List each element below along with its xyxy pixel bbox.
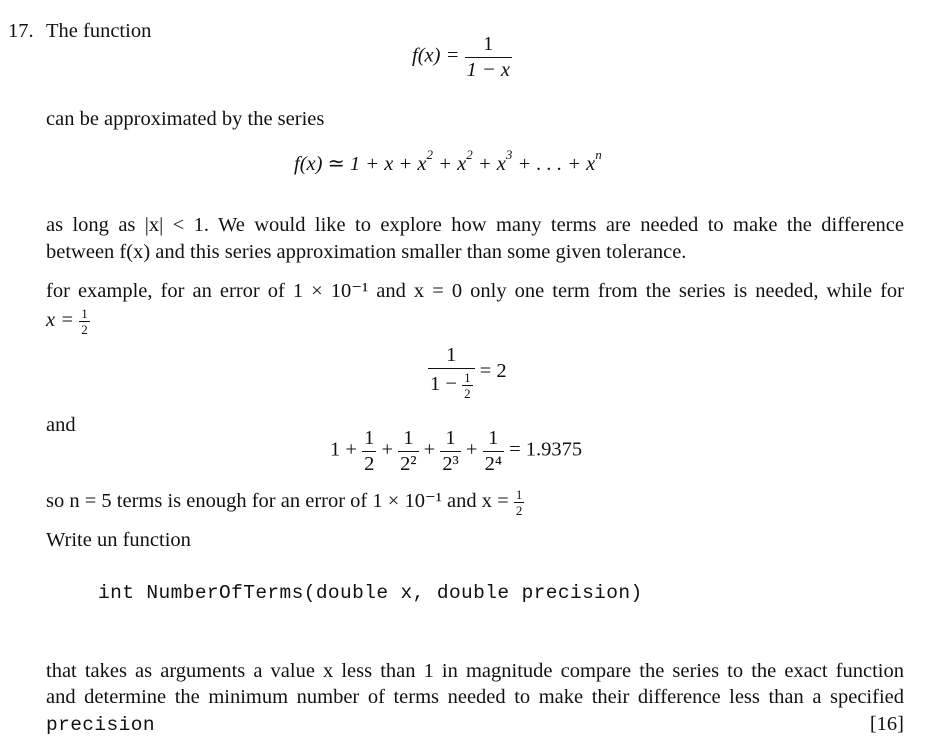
task-line-2: and determine the minimum number of terms needed to make their difference less than a specified <box>46 686 904 708</box>
sum-term-4 <box>483 428 504 474</box>
exact-numerator: 1 <box>428 345 475 369</box>
inner-numerator: 1 <box>464 369 471 385</box>
sum-term-1-den: 2 <box>364 452 375 475</box>
equation-partial-sum <box>330 428 582 474</box>
half-fraction <box>79 307 90 336</box>
series-equation <box>294 147 602 178</box>
series-term-b: + x <box>472 153 506 175</box>
series-power-3: 3 <box>505 147 513 163</box>
sum-term-3-den: 2³ <box>442 452 459 475</box>
half-denominator: 2 <box>81 322 88 337</box>
series-power-1: 2 <box>426 147 433 163</box>
equation-exact <box>428 345 507 400</box>
example-x-label: x = <box>46 309 75 332</box>
sum-term-2-num: 1 <box>398 428 418 452</box>
exact-result: = 2 <box>479 359 507 382</box>
sum-term-1-num: 1 <box>362 428 376 452</box>
sum-term-3-num: 1 <box>440 428 460 452</box>
series-term-a: + x <box>433 153 467 175</box>
condition-line-2: between f(x) and this series approximation smaller than some given tolerance. <box>46 241 687 263</box>
plus-sign: + <box>423 438 436 461</box>
exact-denominator <box>428 369 475 400</box>
conclusion-text: so n = 5 terms is enough for an error of 1 × 10⁻¹ and x = <box>46 490 509 513</box>
inner-denominator: 2 <box>464 385 471 401</box>
precision-code: precision <box>46 714 155 736</box>
plus-sign: + <box>381 438 393 461</box>
task-line-3 <box>46 712 904 738</box>
sum-term-4-num: 1 <box>483 428 504 452</box>
and-label: and <box>46 414 76 436</box>
exact-fraction <box>428 345 475 400</box>
definition-fraction <box>465 34 512 80</box>
intro-text: The function <box>46 20 152 42</box>
series-lhs: f(x) ≃ 1 + x + x <box>294 153 427 175</box>
example-x-value <box>46 307 90 336</box>
fx-label: f(x) = <box>412 44 460 67</box>
exact-denominator-lead: 1 − <box>430 372 457 395</box>
definition-numerator: 1 <box>465 34 512 58</box>
sum-term-4-den: 2⁴ <box>484 452 502 475</box>
question-number: 17. <box>8 20 34 42</box>
conclusion-half <box>514 488 525 517</box>
series-power-n: n <box>595 147 602 163</box>
function-signature: int NumberOfTerms(double x, double precision) <box>98 582 643 604</box>
series-term-c: + . . . + x <box>512 153 596 175</box>
approx-intro: can be approximated by the series <box>46 108 325 130</box>
sum-term-2-den: 2² <box>400 452 417 475</box>
sum-term-2 <box>398 428 418 474</box>
definition-denominator: 1 − x <box>466 58 510 81</box>
sum-lead: 1 + <box>330 438 357 461</box>
half-numerator: 1 <box>81 306 88 321</box>
condition-line-1: as long as |x| < 1. We would like to explore how many terms are needed to make the difference <box>46 214 904 236</box>
conclusion-half-num: 1 <box>515 487 523 502</box>
function-definition <box>412 34 512 80</box>
write-instruction: Write un function <box>46 529 191 551</box>
marks: [16] <box>869 713 904 735</box>
conclusion-line <box>46 488 524 517</box>
task-line-1: that takes as arguments a value x less than 1 in magnitude compare the series to the exact function <box>46 660 904 682</box>
example-line: for example, for an error of 1 × 10⁻¹ and x = 0 only one term from the series is needed, while for <box>46 280 904 302</box>
conclusion-half-den: 2 <box>515 503 523 518</box>
plus-sign: + <box>465 438 478 461</box>
sum-term-1 <box>362 428 376 474</box>
sum-result: = 1.9375 <box>509 438 583 461</box>
exact-inner-fraction <box>462 371 473 400</box>
sum-term-3 <box>440 428 460 474</box>
series-power-2: 2 <box>466 147 473 163</box>
